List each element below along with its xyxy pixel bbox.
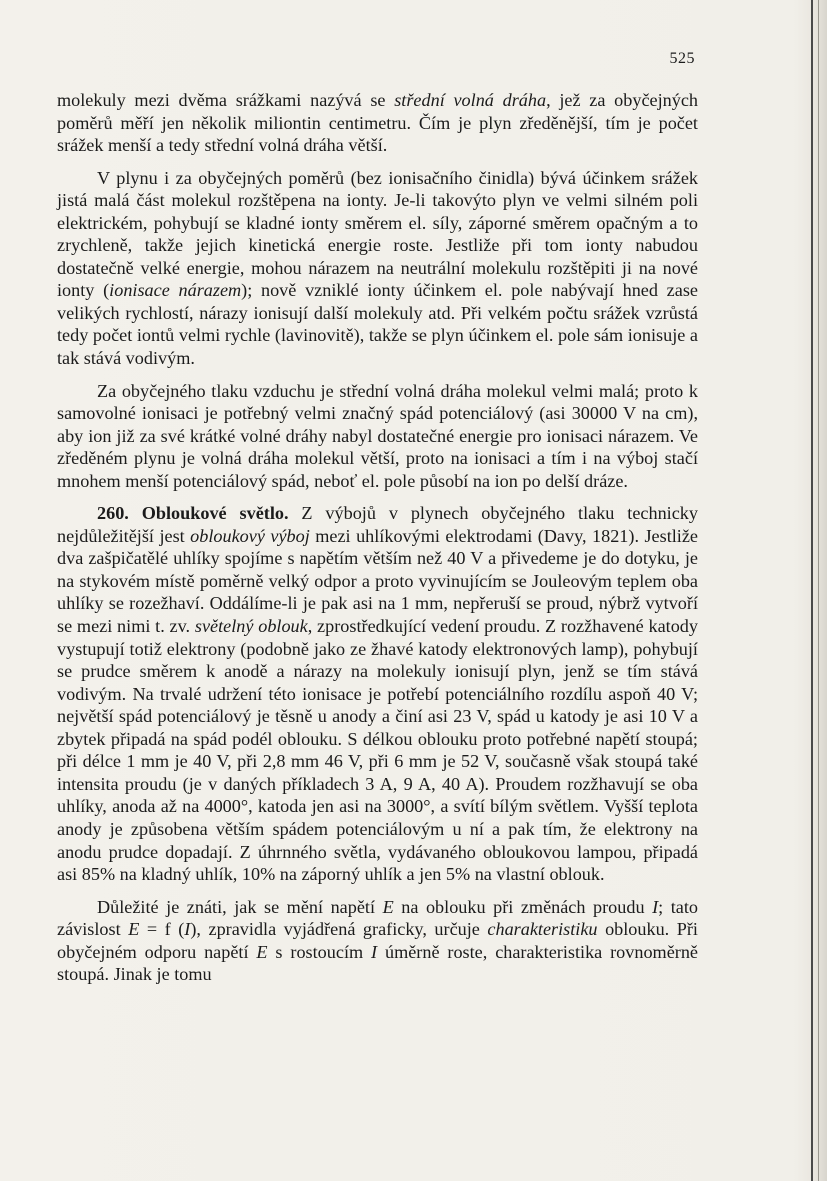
text-run: , zprostředkující vedení proudu. Z rozžhavené katody vystupují totiž elektrony (podobně jako ze žhavé katody elektronových lamp), pohybují se prudce směrem k anodě a nárazy na molekuly ionisují plyn, jenž se tím stává vodivým. Na trvalé udržení této ionisace je potřebí potenciálního rozdílu aspoň 40 V; největší spád potenciálový je těsně u anody a činí asi 23 V, spád u katody je asi 10 V a zbytek připadá na spád podél oblouku. S délkou oblouku proto potřebné napětí stoupá; při délce 1 mm je 40 V, při 2,8 mm 46 V, při 6 mm je 52 V, současně však stoupá také intensita proudu (je v daných příkladech 3 A, 9 A, 40 A). Proudem rozžhavují se oba uhlíky, anoda až na 4000°, katoda jen asi na 3000°, a svítí bílým světlem. Vyšší teplota anody je způsobena větším spádem potenciálovým u ní a pak tím, že elektrony na anodu prudce dopadají. Z úhrnného světla, vydávaného obloukovou lampou, připadá asi 85% na kladný uhlík, 10% na záporný uhlík a jen 5% na vlastní oblouk.	[57, 616, 698, 885]
page-number: 525	[669, 50, 695, 67]
text-run: V plynu i za obyčejných poměrů (bez ionisačního činidla) bývá účinkem srážek jistá malá část molekul rozštěpena na ionty. Je-li takovýto plyn ve velmi silném poli elektrickém, pohybují se kladné ionty směrem el. síly, záporné směrem opačným a to zrychleně, takže jejich kinetická energie roste. Jestliže při tom ionty nabudou dostatečně velké energie, mohou nárazem na neutrální molekulu rozštěpiti ji na nové ionty (	[57, 167, 698, 301]
italic-term: světelný oblouk	[194, 616, 308, 637]
text-run: s rostoucím	[267, 941, 372, 962]
paragraph-4-section-260	[57, 502, 698, 885]
body-text	[57, 89, 698, 986]
italic-term: střední volná dráha	[394, 90, 547, 110]
text-run: = f (	[139, 919, 185, 940]
section-number: 260.	[97, 503, 129, 524]
italic-symbol: I	[371, 941, 378, 962]
italic-term: ionisace nárazem	[109, 280, 242, 301]
text-run: na oblouku při změnách proudu	[393, 896, 653, 917]
text-run: Z výbojů v plynech obyčejného tlaku technicky nejdůležitější jest	[57, 503, 698, 546]
italic-symbol: I	[184, 919, 191, 940]
italic-symbol: E	[128, 919, 140, 940]
text-run: , jež za obyčejných poměrů měří jen několik miliontin centimetru. Čím je plyn zředěnější, tím je počet srážek menší a tedy střední volná dráha větší.	[57, 90, 698, 156]
paragraph-5	[57, 896, 698, 986]
text-run: ); nově vzniklé ionty účinkem el. pole nabývají hned zase velikých rychlostí, nárazy ionisují další molekuly atd. Při velkém počtu srážek vzrůstá tedy počet iontů velmi rychle (lavinovitě), takže se plyn účinkem el. pole sám ionisuje a tak stává vodivým.	[57, 280, 698, 369]
italic-symbol: E	[256, 941, 268, 962]
text-run: molekuly mezi dvěma srážkami nazývá se	[57, 90, 395, 110]
italic-symbol: E	[382, 896, 394, 917]
text-run: ; tato závislost	[57, 896, 699, 940]
text-run: úměrně roste, charakteristika rovnoměrně stoupá. Jinak je tomu	[57, 941, 698, 985]
text-run: oblouku. Při obyčejném odporu napětí	[57, 919, 698, 962]
italic-term: charakteristiku	[487, 919, 598, 940]
text-run: ), zpravidla vyjádřená graficky, určuje	[190, 919, 488, 940]
text-run: mezi uhlíkovými elektrodami (Davy, 1821). Jestliže dva zašpičatělé uhlíky spojíme s napětím větším než 40 V a přivedeme je do dotyku, je na stykovém místě poměrně velký odpor a proto vyvinujícím se Jouleovým teplem oba uhlíky se rozežhaví. Oddálíme-li je pak asi na 1 mm, nepřeruší se proud, nýbrž vytvoří se mezi nimi t. zv.	[57, 525, 699, 637]
paragraph-3	[57, 380, 698, 493]
text-run: Důležité je znáti, jak se mění napětí	[97, 896, 383, 917]
section-title: Obloukové světlo.	[141, 503, 289, 524]
paragraph-1	[57, 89, 698, 157]
italic-term: obloukový výboj	[190, 525, 310, 546]
text-run: Za obyčejného tlaku vzduchu je střední volná dráha molekul velmi malá; proto k samovolné ionisaci je potřebný velmi značný spád potenciálový (asi 30000 V na cm), aby ion již za své krátké volné dráhy nabyl dostatečné energie pro ionisaci nárazem. Ve zředěném plynu je volná dráha molekul větší, proto na ionisaci a tím i na výboj stačí mnohem menší potenciálový spád, neboť el. pole působí na ion po delší dráze.	[57, 380, 698, 491]
italic-symbol: I	[652, 896, 659, 917]
page-edge-shadow	[811, 0, 813, 1181]
page-edge-line	[818, 0, 819, 1181]
paragraph-2	[57, 167, 698, 370]
